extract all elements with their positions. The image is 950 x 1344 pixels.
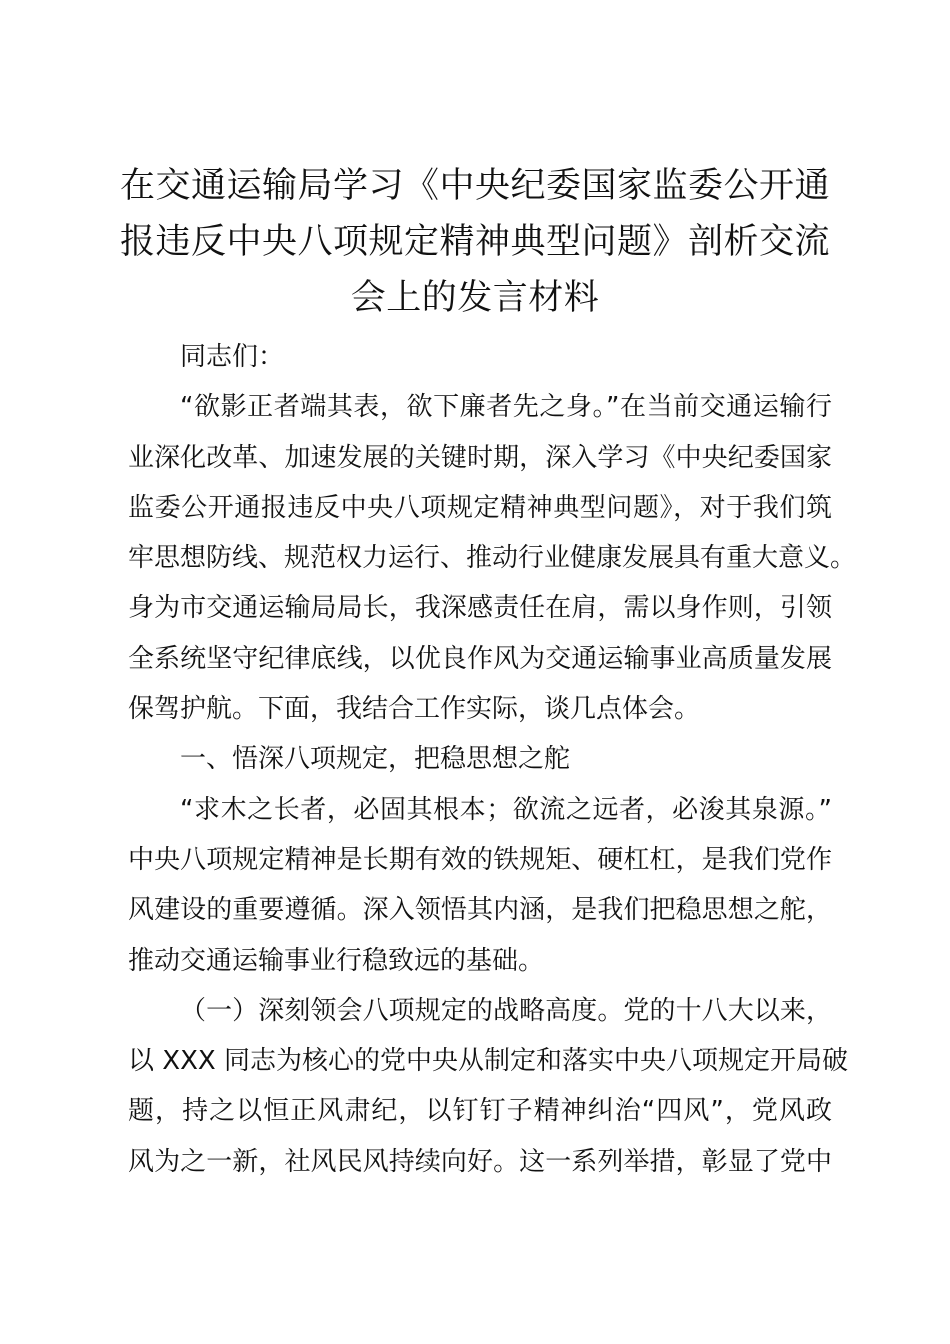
- text-line: 风为之一新，社风民风持续向好。这一系列举措，彰显了党中: [128, 1146, 832, 1177]
- text-line: 推动交通运输事业行稳致远的基础。: [128, 945, 545, 976]
- title-line: 会上的发言材料: [350, 278, 600, 318]
- text-line: “欲影正者端其表，欲下廉者先之身。”在当前交通运输行: [180, 392, 832, 423]
- text-line: “求木之长者，必固其根本；欲流之远者，必浚其泉源。”: [180, 794, 832, 825]
- text-line: 业深化改革、加速发展的关键时期，深入学习《中央纪委国家: [128, 442, 832, 473]
- title-line: 报违反中央八项规定精神典型问题》剖析交流: [119, 222, 830, 262]
- document-body: [128, 332, 857, 1187]
- salutation: 同志们：: [180, 342, 285, 372]
- text-line: 中央八项规定精神是长期有效的铁规矩、硬杠杠，是我们党作: [128, 844, 832, 875]
- text-line: 以 XXX 同志为核心的党中央从制定和落实中央八项规定开局破: [128, 1046, 848, 1077]
- text-line: 身为市交通运输局局长，我深感责任在肩，需以身作则，引领: [128, 593, 832, 624]
- text-line: （一）深刻领会八项规定的战略高度。党的十八大以来，: [180, 995, 832, 1026]
- text-line: 题，持之以恒正风肃纪，以钉钉子精神纠治“四风”，党风政: [128, 1096, 832, 1127]
- section-heading: 一、悟深八项规定，把稳思想之舵: [180, 744, 571, 775]
- text-line: 风建设的重要遵循。深入领悟其内涵，是我们把稳思想之舵，: [128, 895, 832, 926]
- text-line: 全系统坚守纪律底线，以优良作风为交通运输事业高质量发展: [128, 643, 832, 674]
- text-line: 监委公开通报违反中央八项规定精神典型问题》，对于我们筑: [128, 492, 832, 523]
- title-line: 在交通运输局学习《中央纪委国家监委公开通: [119, 166, 830, 206]
- text-line: 牢思想防线、规范权力运行、推动行业健康发展具有重大意义。: [128, 543, 857, 574]
- text-line: 保驾护航。下面，我结合工作实际，谈几点体会。: [128, 694, 701, 725]
- document-title: [118, 158, 832, 326]
